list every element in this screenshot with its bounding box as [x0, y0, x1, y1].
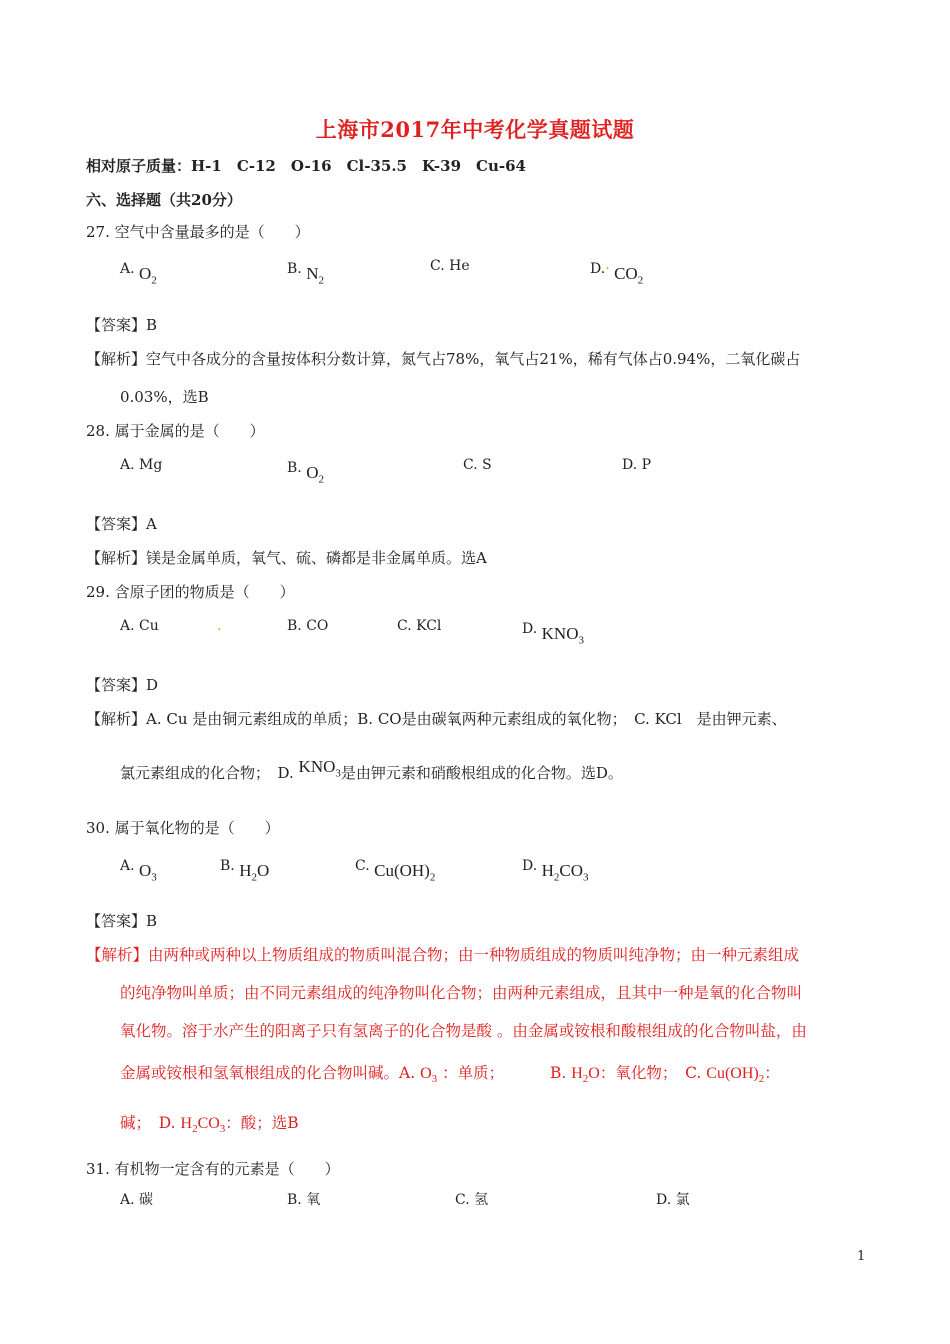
question-29-stem: 29. 含原子团的物质是（ ）	[86, 583, 295, 601]
q28-option-d: D. P	[622, 457, 652, 473]
question-30-stem: 30. 属于氧化物的是（ ）	[86, 819, 280, 837]
section-heading: 六、选择题（共20分）	[86, 191, 242, 209]
q27-analysis-line-2: 0.03%，选B	[120, 388, 209, 406]
q28-option-c: C. S	[463, 457, 492, 473]
q28-option-a: A. Mg	[120, 457, 163, 473]
q27-answer: 【答案】B	[86, 316, 158, 334]
atomic-masses: 相对原子质量：H-1 C-12 O-16 Cl-35.5 K-39 Cu-64	[86, 157, 526, 175]
q31-option-c: C. 氢	[455, 1192, 489, 1208]
q29-analysis-line-1: 【解析】A. Cu 是由铜元素组成的单质；B. CO是由碳氧两种元素组成的氧化物； C. KCl 是由钾元素、	[86, 710, 787, 728]
q29-option-b: B. CO	[287, 618, 329, 634]
q30-option-d: D. $H_2CO_3$	[522, 858, 589, 884]
q30-analysis-line-5: 碱； D. $H_2CO_3$：酸；选B	[120, 1114, 299, 1136]
q30-option-b: B. $H_2O$	[220, 858, 270, 884]
q28-answer: 【答案】A	[86, 515, 157, 533]
q29-option-c: C. KCl	[397, 618, 442, 634]
q30-analysis-line-1: 【解析】由两种或两种以上物质组成的物质叫混合物；由一种物质组成的物质叫纯净物；由一种元素组成	[86, 946, 800, 964]
q30-analysis-line-4: 金属或铵根和氢氧根组成的化合物叫碱。A. $O_3$ ：单质； B. $H_2O$：氧化物； C. $Cu(OH)_2$：	[120, 1064, 780, 1086]
page-number: 1	[857, 1249, 866, 1264]
page-title: 上海市2017年中考化学真题试题	[315, 117, 635, 142]
q27-option-b: B. $N_2$	[287, 261, 324, 287]
q29-option-a: A. Cu	[120, 618, 159, 634]
q29-analysis-line-2: 氯元素组成的化合物； D. $KNO_3$是由钾元素和硝酸根组成的化合物。选D。	[120, 757, 623, 782]
q29-option-d: D. $KNO_3$	[522, 621, 584, 647]
q30-option-a: A. $O_3$	[120, 858, 157, 884]
q29-answer: 【答案】D	[86, 676, 159, 694]
q31-option-b: B. 氧	[287, 1192, 321, 1208]
question-28-stem: 28. 属于金属的是（ ）	[86, 422, 265, 440]
q27-analysis-line-1: 【解析】空气中各成分的含量按体积分数计算，氮气占78%，氧气占21%，稀有气体占0.94%，二氧化碳占	[86, 350, 801, 368]
question-31-stem: 31. 有机物一定含有的元素是（ ）	[86, 1160, 340, 1178]
question-27-stem: 27. 空气中含量最多的是（ ）	[86, 223, 310, 241]
q27-option-c: C. He	[430, 258, 470, 274]
q30-analysis-line-2: 的纯净物叫单质；由不同元素组成的纯净物叫化合物；由两种元素组成，且其中一种是氧的化合物叫	[120, 984, 803, 1002]
q28-analysis: 【解析】镁是金属单质，氧气、硫、磷都是非金属单质。选A	[86, 549, 487, 567]
q30-option-c: C. $Cu(OH)_2$	[355, 858, 436, 884]
q31-option-d: D. 氯	[656, 1192, 690, 1208]
q27-option-d: $D.\cdot CO_2$	[590, 261, 644, 287]
q30-analysis-line-3: 氧化物。溶于水产生的阳离子只有氢离子的化合物是酸 。由金属或铵根和酸根组成的化合物叫盐，由	[120, 1022, 807, 1040]
stray-dot: .	[217, 618, 222, 634]
q30-answer: 【答案】B	[86, 912, 158, 930]
q27-option-a: A. $O_2$	[120, 261, 157, 287]
q31-option-a: A. 碳	[120, 1192, 154, 1208]
q28-option-b: B. $O_2$	[287, 460, 324, 486]
